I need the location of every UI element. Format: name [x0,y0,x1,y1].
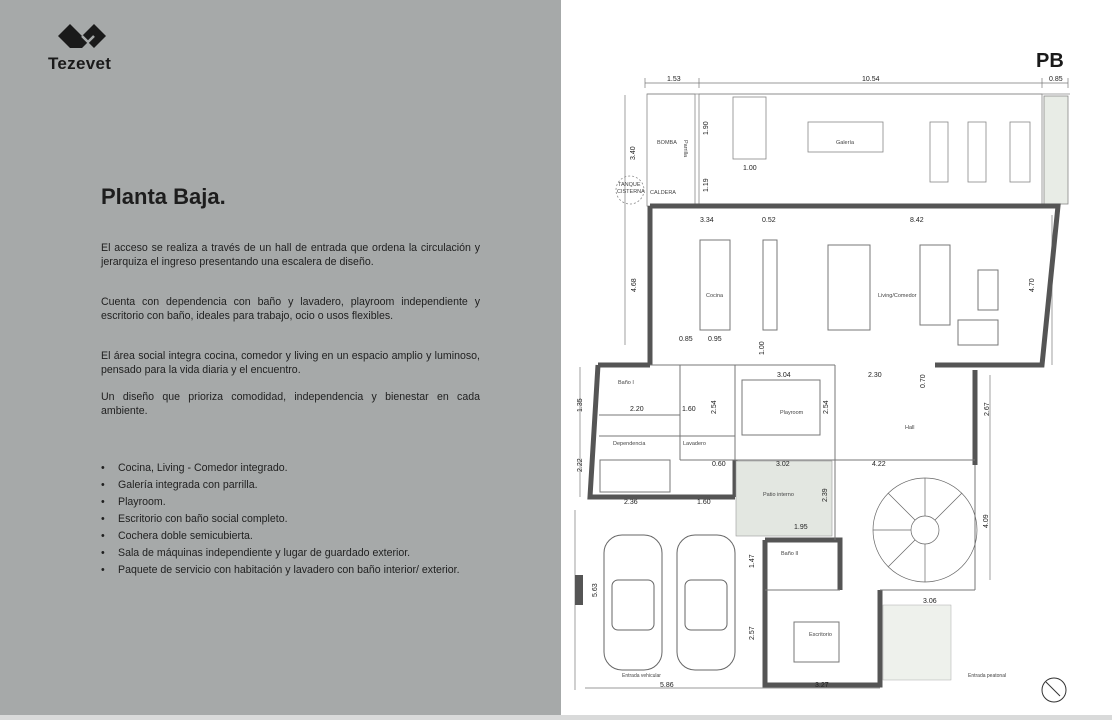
dim-1-90: 1.90 [703,121,710,135]
room-label-escritorio: Escritorio [809,632,832,638]
room-label-living: Living/Comedor [878,293,917,299]
dim-1-95: 1.95 [794,524,808,531]
room-label-tanque: TANQUE [618,182,641,188]
feature-item: • Galería integrada con parrilla. [101,477,486,494]
dim-5-63: 5.63 [592,583,599,597]
dim-2-54a: 2.54 [711,400,718,414]
label-entrada-peatonal: Entrada peatonal [968,673,1007,679]
room-label-patio: Patio interno [763,492,794,498]
paragraph-design: Un diseño que prioriza comodidad, independencia y bienestar en cada ambiente. [101,391,480,417]
room-label-playroom: Playroom [780,410,804,416]
dim-2-22: 2.22 [577,458,584,472]
dim-3-27: 3.27 [815,682,829,689]
dim-0-85: 0.85 [1049,76,1063,83]
room-label-bano1: Baño I [618,380,634,386]
dim-1-60b: 1.60 [697,499,711,506]
feature-item: • Cocina, Living - Comedor integrado. [101,460,486,477]
dim-2-20: 2.20 [630,406,644,413]
dim-4-09: 4.09 [983,514,990,528]
dim-1-47: 1.47 [749,554,756,568]
page-title: Planta Baja. [101,184,226,209]
paragraph-access: El acceso se realiza a través de un hall de entrada que ordena la circulación y jerarquiza el ingreso presentando una escalera de diseño. [101,242,480,268]
feature-item: • Escritorio con baño social completo. [101,511,486,528]
room-label-parrilla: Parrilla [682,140,688,158]
dim-2-39: 2.39 [822,488,829,502]
label-entrada-vehicular: Entrada vehicular [622,673,661,679]
dim-0-95: 0.95 [708,336,722,343]
room-label-dependencia: Dependencia [613,441,646,447]
dim-3-02: 3.02 [776,461,790,468]
dim-10-54: 10.54 [862,76,880,83]
dim-1-00a: 1.00 [743,165,757,172]
dim-2-57: 2.57 [749,626,756,640]
paragraph-service: Cuenta con dependencia con baño y lavadero, playroom independiente y escritorio con baño, ideales para trabajo, ocio o usos flexibles. [101,296,480,322]
dim-3-06: 3.06 [923,598,937,605]
dim-3-04: 3.04 [777,372,791,379]
feature-item: • Sala de máquinas independiente y lugar de guardado exterior. [101,545,486,562]
plan-level-label: PB [1036,50,1064,72]
dim-5-86: 5.86 [660,682,674,689]
dim-2-30: 2.30 [868,372,882,379]
room-label-hall: Hall [905,425,915,431]
dim-1-53: 1.53 [667,76,681,83]
dim-2-36: 2.36 [624,499,638,506]
dim-1-35: 1.35 [577,398,584,412]
dim-0-85b: 0.85 [679,336,693,343]
feature-item: • Cochera doble semicubierta. [101,528,486,545]
brand-name: Tezevet [48,54,112,73]
room-label-galeria: Galería [836,140,855,146]
room-label-bomba: BOMBA [657,140,677,146]
dim-2-67: 2.67 [984,402,991,416]
dim-2-54b: 2.54 [823,400,830,414]
dim-4-22: 4.22 [872,461,886,468]
dim-0-60: 0.60 [712,461,726,468]
feature-item: • Paquete de servicio con habitación y lavadero con baño interior/ exterior. [101,562,486,579]
dim-1-19: 1.19 [703,178,710,192]
dim-0-70: 0.70 [920,374,927,388]
room-label-bano2: Baño II [781,551,799,557]
dim-8-42: 8.42 [910,217,924,224]
paragraph-social: El área social integra cocina, comedor y living en un espacio amplio y luminoso, pensado para la vida diaria y el encuentro. [101,350,480,376]
room-label-cocina: Cocina [706,293,724,299]
room-label-caldera: CALDERA [650,190,676,196]
dim-3-34: 3.34 [700,217,714,224]
dim-4-70: 4.70 [1029,278,1036,292]
dim-1-00b: 1.00 [759,341,766,355]
dim-0-52: 0.52 [762,217,776,224]
dim-3-40: 3.40 [630,146,637,160]
feature-item: • Playroom. [101,494,486,511]
dim-4-68: 4.68 [631,278,638,292]
room-label-cisterna: CISTERNA [617,189,645,195]
dim-1-60a: 1.60 [682,406,696,413]
room-label-lavadero: Lavadero [683,441,706,447]
